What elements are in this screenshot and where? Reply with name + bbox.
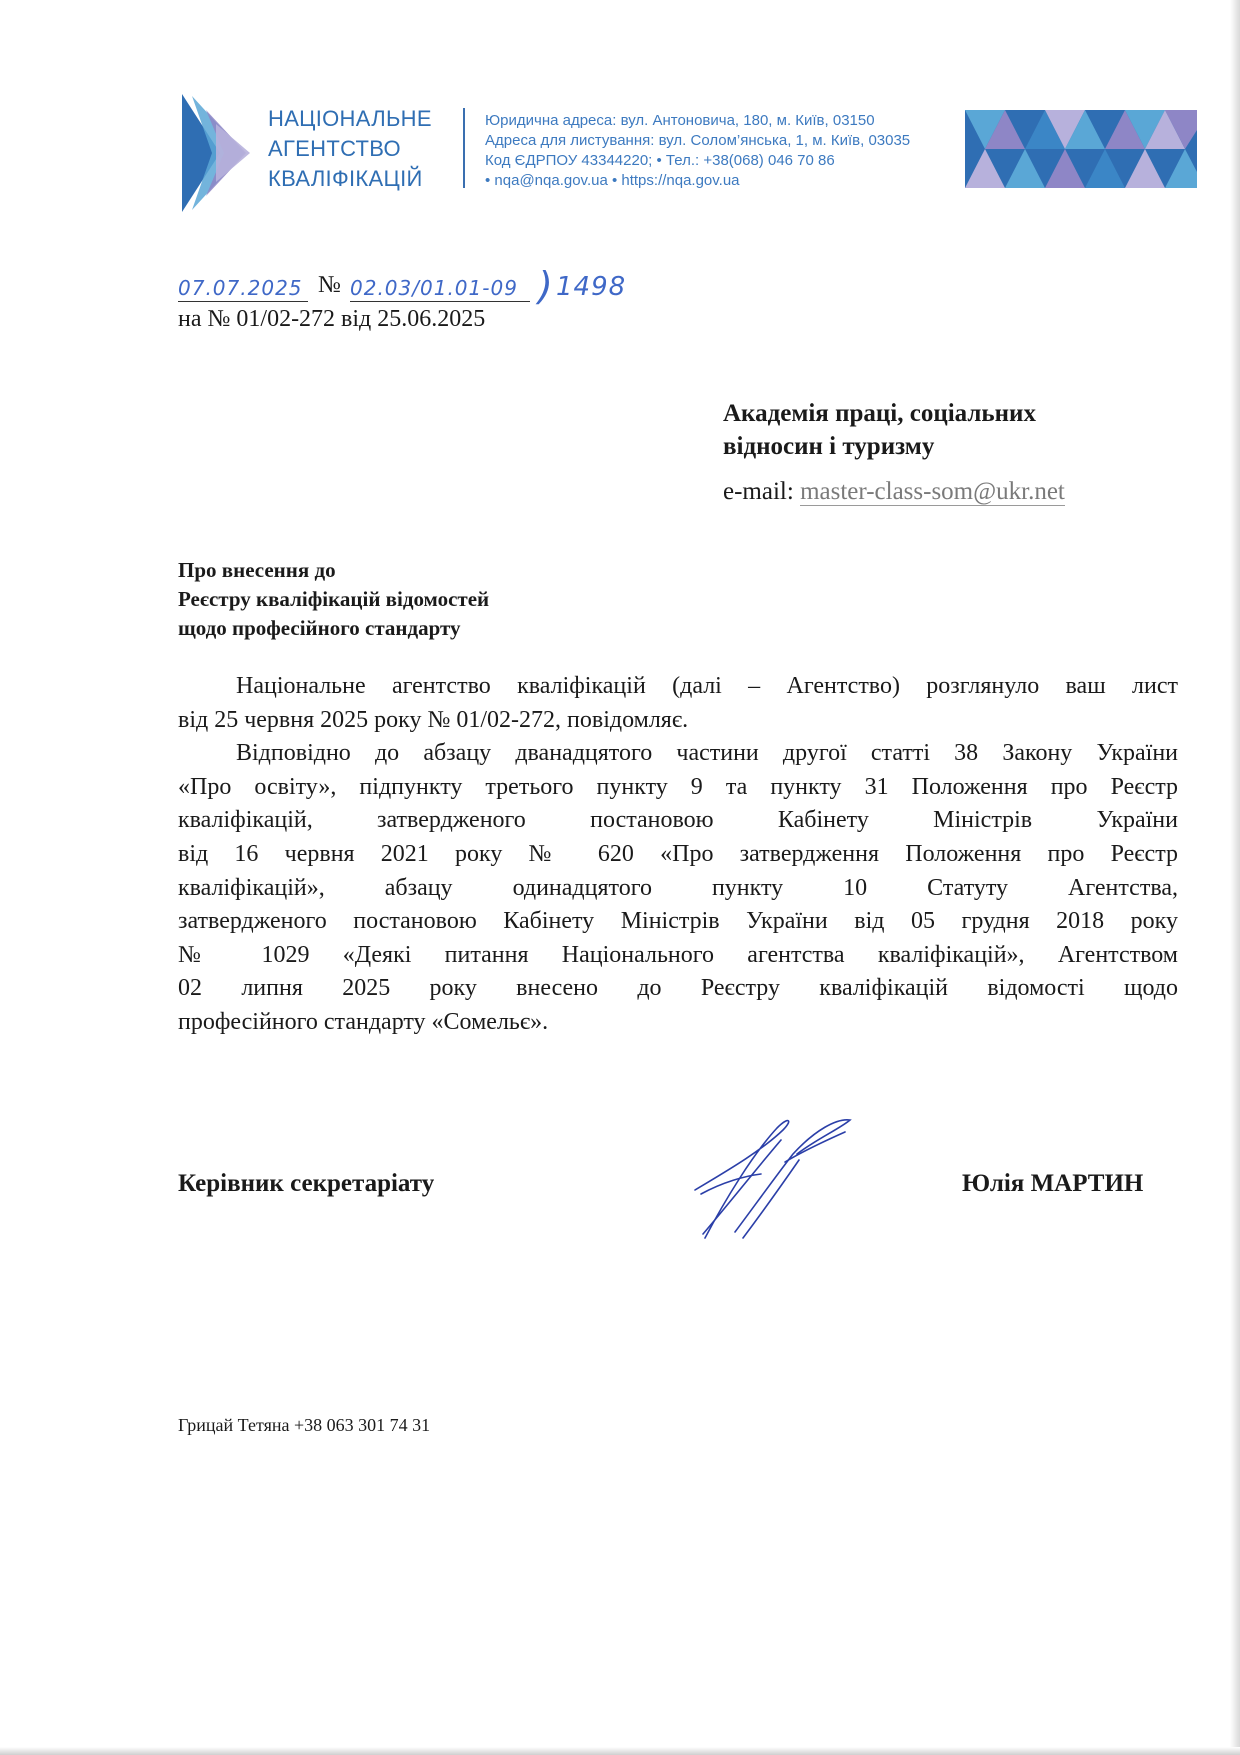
page-bottom-shadow <box>0 1747 1240 1755</box>
letter-body <box>178 670 1178 1040</box>
body-p1-line-1: Національне агентство кваліфікацій (далі – Агентство) розглянуло ваш лист <box>236 673 1178 699</box>
postal-address: Адреса для листування: вул. Солом’янська, 1, м. Київ, 03035 <box>485 132 911 149</box>
addressee-email-line <box>723 478 1065 506</box>
registration-bracket: ) <box>538 264 554 308</box>
email-label: e-mail: <box>723 478 801 505</box>
body-p2-line-2: «Про освіту», підпункту третього пункту 9 та пункту 31 Положення про Реєстр <box>178 773 1178 800</box>
edrpou-phone: Код ЄДРПОУ 43344220; • Тел.: +38(068) 046 70 86 <box>485 152 835 169</box>
agency-name-line-1: НАЦІОНАЛЬНЕ <box>268 106 432 131</box>
body-p1-line-2: від 25 червня 2025 року № 01/02-272, повідомляє. <box>178 706 689 733</box>
registration-date: 07.07.2025 <box>178 276 308 302</box>
executor-contact: Грицай Тетяна +38 063 301 74 31 <box>178 1415 431 1435</box>
number-sign: № <box>318 272 341 298</box>
body-p2-line-4: від 16 червня 2021 року № 620 «Про затвердження Положення про Реєстр <box>178 840 1178 867</box>
agency-logo-icon <box>182 94 252 212</box>
handwritten-signature-icon <box>665 1110 865 1250</box>
signer-name: Юлія МАРТИН <box>962 1170 1144 1197</box>
letter-subject <box>178 556 489 643</box>
addressee-line-2: відносин і туризму <box>723 433 935 460</box>
body-p2-line-9: професійного стандарту «Сомельє». <box>178 1008 549 1035</box>
triangle-pattern-icon <box>965 110 1197 188</box>
agency-name-line-2: АГЕНТСТВО <box>268 136 401 161</box>
registration-number: 02.03/01.01-09 <box>350 276 530 302</box>
body-p2-line-6: затвердженого постановою Кабінету Міністрів України від 05 грудня 2018 року <box>178 908 1178 935</box>
subject-line-2: Реєстру кваліфікацій відомостей <box>178 587 490 611</box>
body-p2-line-5: кваліфікацій», абзацу одинадцятого пункту 10 Статуту Агентства, <box>178 874 1178 901</box>
contact-block <box>485 111 955 191</box>
agency-name-line-3: КВАЛІФІКАЦІЙ <box>268 166 423 191</box>
email-website: • nqa@nqa.gov.ua • https://nqa.gov.ua <box>485 172 740 189</box>
body-p2-line-8: 02 липня 2025 року внесено до Реєстру кваліфікацій відомості щодо <box>178 975 1178 1002</box>
body-p2-line-1: Відповідно до абзацу дванадцятого частини другої статті 38 Закону України <box>236 740 1178 767</box>
subject-line-1: Про внесення до <box>178 558 336 582</box>
signer-position: Керівник секретаріату <box>178 1170 435 1197</box>
addressee-line-1: Академія праці, соціальних <box>723 400 1036 427</box>
legal-address: Юридична адреса: вул. Антоновича, 180, м. Київ, 03150 <box>485 112 875 129</box>
agency-name <box>268 104 468 194</box>
registration-suffix: 1498 <box>556 272 627 302</box>
reply-reference: на № 01/02-272 від 25.06.2025 <box>178 306 486 332</box>
body-p2-line-7: № 1029 «Деякі питання Національного агентства кваліфікацій», Агентством <box>178 941 1178 968</box>
addressee-email-link[interactable]: master-class-som@ukr.net <box>800 478 1065 505</box>
body-p2-line-3: кваліфікацій, затвердженого постановою Кабінету Міністрів України <box>178 807 1178 834</box>
page-edge-shadow <box>1230 0 1240 1755</box>
header-divider <box>463 108 465 188</box>
subject-line-3: щодо професійного стандарту <box>178 616 461 640</box>
addressee-block <box>723 397 1036 463</box>
